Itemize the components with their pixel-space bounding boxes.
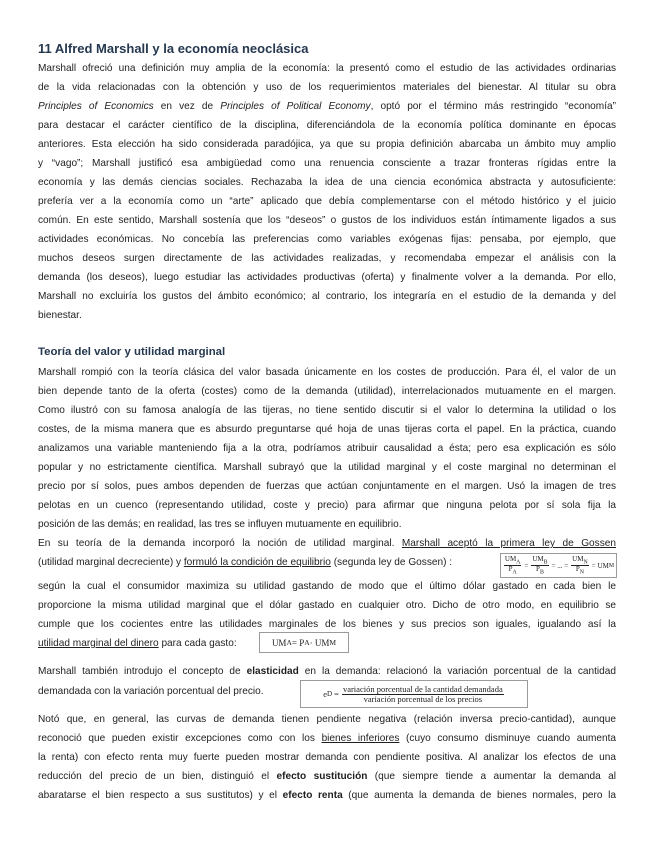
paragraph-line: de la vida relacionadas con la obtención y uso de los requerimientos materiales del bienestar. Al titular su obra — [38, 82, 616, 93]
paragraph-line: bien depende tanto de la oferta (costes) como de la demanda (utilidad), interrelacionados mutuamente en el margen. — [38, 386, 616, 397]
eq-sub: M — [608, 562, 615, 569]
paragraph-line: Marshall no excluiría los gustos del ámbito económico; al contrario, los integraría en el estudio de la demanda y del — [38, 291, 616, 302]
bold-term: efecto sustitución — [276, 771, 368, 782]
text-run: (segunda ley de Gossen) : — [330, 557, 453, 568]
eq-sub: A — [516, 558, 521, 565]
book-title: Principles of Economics — [38, 101, 154, 112]
eq-sub: N — [583, 558, 588, 565]
paragraph-line — [38, 556, 452, 569]
text-run: (que siempre tiende a aumentar la demanda al — [367, 771, 616, 782]
underlined-text: utilidad marginal del dinero — [38, 638, 159, 649]
paragraph-line: anteriores. Esta elección ha sido considerada paradójica, ya que su propia definición abarcaba un ámbito muy amplio — [38, 139, 616, 150]
paragraph-line — [38, 537, 616, 550]
eq-sub: B — [539, 569, 544, 576]
fraction — [504, 556, 522, 576]
paragraph-line: demandada con la variación porcentual del precio. — [38, 686, 264, 697]
paragraph-line: demanda (los deseos), luego estudiar las actividades productivas (oferta) y finalmente volver a la demanda. Por ello, — [38, 272, 616, 283]
eq-text: UM — [572, 554, 584, 563]
eq-text: P — [536, 565, 540, 573]
eq-symbol: = — [591, 561, 596, 570]
paragraph-line: proporcione la misma utilidad marginal que el dólar gastado en cualquier otro. Dicho de otro modo, en equilibrio se — [38, 600, 616, 611]
paragraph-line: Marshall ofreció una definición muy amplia de la economía: la presentó como el estudio de las actividades ordinarias — [38, 63, 616, 74]
eq-sub: D — [327, 690, 333, 698]
gossen-equation — [500, 553, 617, 578]
paragraph-line: bienestar. — [38, 310, 82, 321]
fraction — [571, 556, 589, 576]
eq-sub: A — [512, 569, 517, 576]
paragraph-line — [38, 637, 237, 650]
paragraph-line: cumple que los cocientes entre las utilidades marginales de los bienes y sus precios son iguales, igualando así la — [38, 619, 616, 630]
eq-sub: A — [304, 638, 310, 647]
paragraph-line — [38, 665, 616, 678]
text-run: , optó por el término más restringido “economía” — [370, 101, 616, 112]
paragraph-line: Marshall rompió con la teoría clásica del valor basada únicamente en los costes de producción. Para él, el valor de un — [38, 367, 616, 378]
eq-text: P — [575, 565, 580, 573]
paragraph-line: precio por sí solos, pues ambos dependen de fuerzas que actúan conjuntamente en el margen. Usó la imagen de tres — [38, 481, 616, 492]
marginal-utility-money-equation — [259, 632, 349, 653]
eq-denominator: variación porcentual de los precios — [363, 693, 483, 704]
eq-text: UM — [271, 637, 287, 648]
paragraph-line: prefería ver a la economía como un “arte” aplicado que debía complementarse con el método histórico y el juicio — [38, 196, 616, 207]
eq-sub: B — [543, 558, 548, 565]
eq-symbol: = — [334, 689, 339, 699]
eq-text: UM — [597, 561, 609, 570]
text-run: reducción del precio de un bien, distinguió el — [38, 771, 277, 782]
paragraph-line: Notó que, en general, las curvas de demanda tienen pendiente negativa (relación inversa precio-cantidad), aunque — [38, 714, 616, 725]
paragraph-line — [38, 732, 616, 745]
paragraph-line: según la cual el consumidor maximiza su utilidad gastando de modo que el último dólar gastado en cada bien le — [38, 581, 616, 592]
paragraph-line — [38, 100, 616, 113]
eq-numerator: variación porcentual de la cantidad demandada — [342, 683, 503, 694]
underlined-text: formuló la condición de equilibrio — [183, 557, 331, 568]
eq-text: e — [323, 689, 328, 699]
book-title: Principles of Political Economy — [220, 101, 371, 112]
eq-sub: A — [286, 638, 292, 647]
text-run: Marshall también introdujo el concepto de — [38, 666, 247, 677]
underlined-text: Marshall aceptó la primera ley de Gossen — [401, 538, 616, 549]
eq-sub: M — [329, 638, 337, 647]
eq-text: UM — [504, 554, 517, 563]
paragraph-line: economía y las demás ciencias sociales. Rechazaba la idea de una ciencia económica abstracta y autosuficiente: — [38, 177, 616, 188]
eq-symbol: = — [524, 561, 529, 570]
paragraph-line: analizamos una variable manteniendo fija a la otra, podríamos atribuir causalidad a ésta; pero esa explicación es sólo — [38, 443, 616, 454]
text-run: para cada gasto: — [158, 638, 237, 649]
elasticity-equation — [300, 680, 528, 708]
paragraph-line: común. En este sentido, Marshall sostenía que los “deseos” o gustos de los individuos están íntimamente ligados a sus — [38, 215, 616, 226]
paragraph-line — [38, 770, 616, 783]
paragraph-line: pelotas en un cuenco (representando utilidad, coste y precio) para afirmar que ninguna pelota por sí sola fija la — [38, 500, 616, 511]
text-run: (utilidad marginal decreciente) y — [38, 557, 184, 568]
fraction — [342, 685, 504, 704]
text-run: en la demanda: relacionó la variación porcentual de la cantidad — [298, 666, 616, 677]
section-title: 11 Alfred Marshall y la economía neoclásica — [38, 41, 309, 56]
bold-term: elasticidad — [246, 666, 299, 677]
paragraph-line: popular y no estrictamente científica. Marshall subrayó que la utilidad marginal y el coste marginal no determinan el — [38, 462, 616, 473]
text-run: en vez de — [153, 101, 221, 112]
eq-symbol: = ... = — [551, 561, 569, 570]
text-run: reconoció que pueden existir excepciones como con los — [38, 733, 322, 744]
text-run: (que aumenta la demanda de bienes normales, pero la — [342, 790, 616, 801]
paragraph-line: para destacar el carácter científico de la disciplina, diferenciándola de la economía política dominante en épocas — [38, 120, 616, 131]
text-run: En su teoría de la demanda incorporó la noción de utilidad marginal. — [38, 538, 402, 549]
paragraph-line: muchos deseos surgen directamente de las actividades realizadas, y recomendaba empezar el análisis con la — [38, 253, 616, 264]
bold-term: efecto renta — [282, 790, 343, 801]
eq-text: UM — [532, 554, 544, 563]
paragraph-line: y “vago”; Marshall justificó esa ambigüedad como una renuencia consciente a trazar fronteras rígidas entre la — [38, 158, 616, 169]
paragraph-line: posición de las demás; en realidad, las tres se influyen mutuamente en equilibrio. — [38, 519, 402, 530]
subsection-title: Teoría del valor y utilidad marginal — [38, 346, 226, 358]
paragraph-line: la renta) con efecto renta muy fuerte pueden mostrar demanda con pendiente positiva. Al analizar los efectos de una — [38, 752, 616, 763]
paragraph-line: Como ilustró con su famosa analogía de las tijeras, no tiene sentido discutir si el valor lo determina la utilidad o los — [38, 405, 616, 416]
paragraph-line: costes, de la misma manera que es absurdo preguntarse qué hoja de unas tijeras corta el papel. En la práctica, cuando — [38, 424, 616, 435]
paragraph-line: actividades económicas. No concebía las preferencias como variables exógenas fijas: pensaba, por ejemplo, que — [38, 234, 616, 245]
eq-text: P — [508, 565, 513, 573]
text-run: abaratarse el bien respecto a sus sustitutos) y el — [38, 790, 283, 801]
underlined-text: bienes inferiores — [321, 733, 400, 744]
eq-text: = P — [291, 637, 305, 648]
text-run: (cuyo consumo disminuye cuando aumenta — [399, 733, 616, 744]
eq-text: · UM — [309, 637, 330, 648]
fraction — [531, 556, 548, 576]
eq-sub: N — [579, 569, 584, 576]
paragraph-line — [38, 789, 616, 802]
